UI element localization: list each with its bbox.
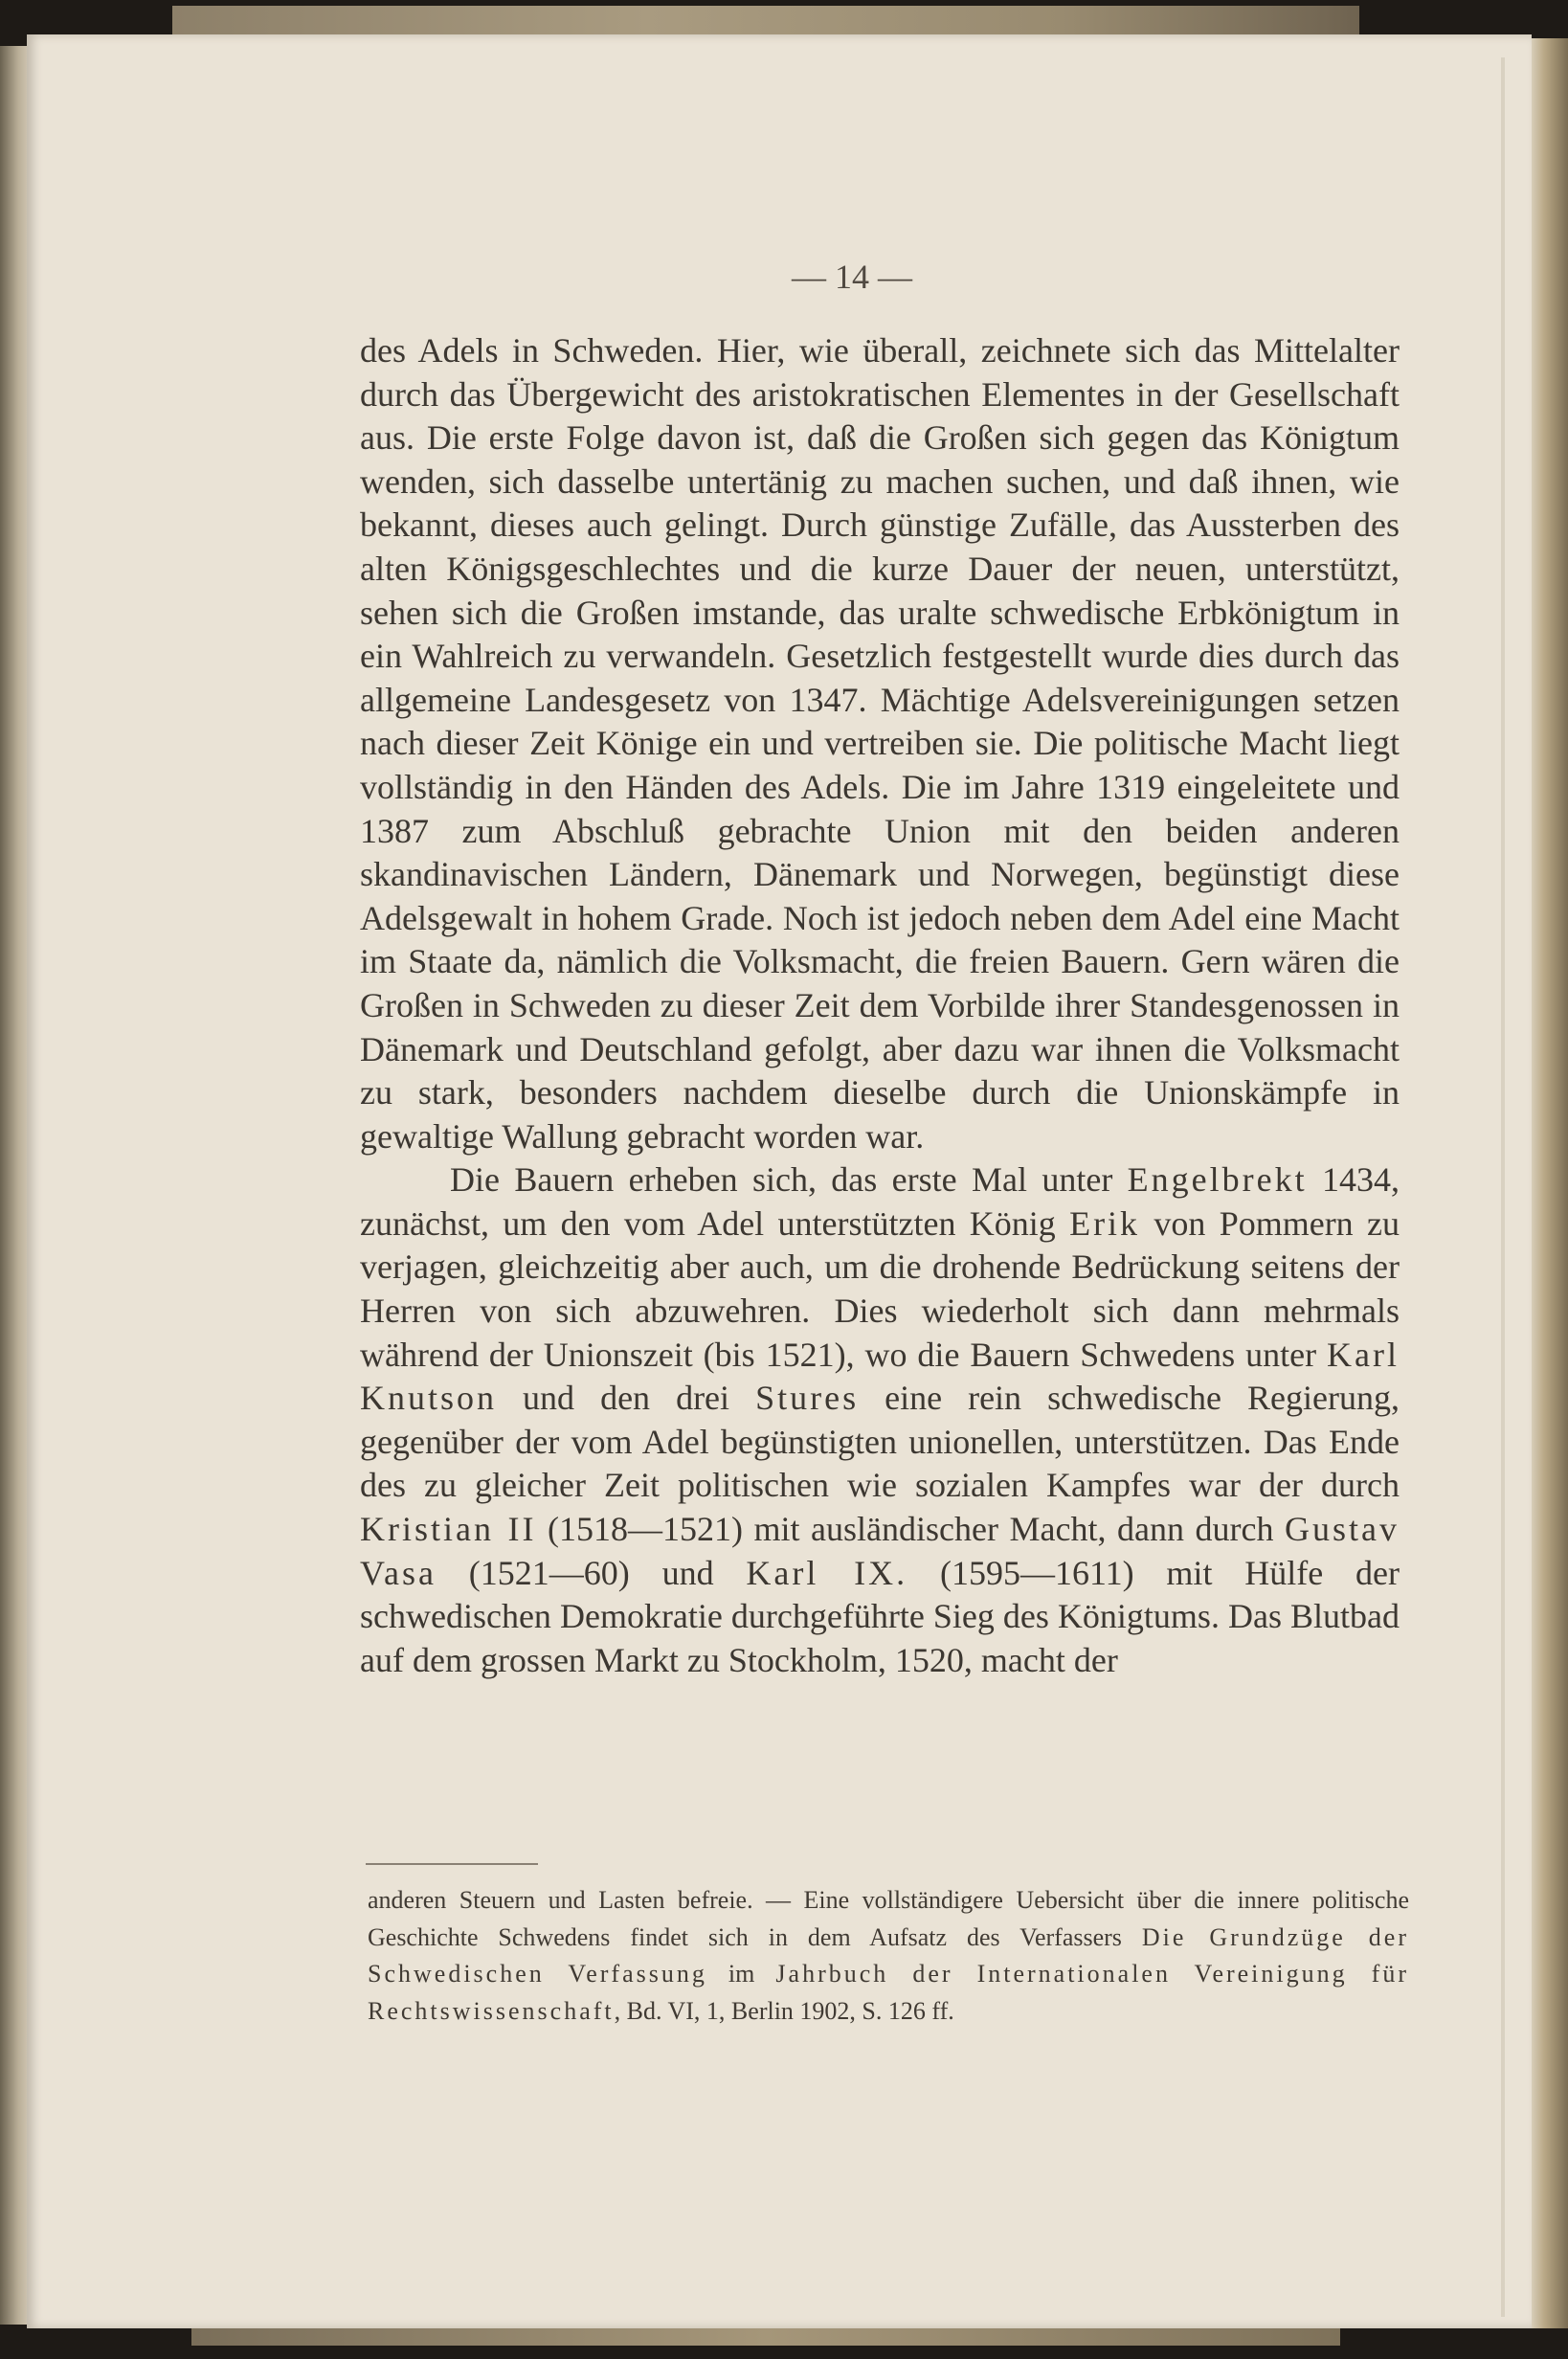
text-run: (1595—1611) mit Hülfe der schwedischen Demokratie durchgeführte Sieg des Königtums. Das Blutbad auf dem grossen Markt zu Stockholm, 1520, macht der — [360, 1553, 1400, 1679]
text-run: und den drei — [497, 1379, 756, 1418]
footnote — [368, 1882, 1409, 2030]
text-run: eine rein schwedische Regierung, gegenüber der vom Adel begünstigten unionellen, unterstützen. Das Ende des zu gleicher Zeit politischen wie sozialen Kampfes war der durch — [360, 1379, 1400, 1505]
person-name-karl: Karl IX. — [746, 1553, 908, 1592]
person-name-knutson: Karl Knutson — [360, 1335, 1400, 1418]
text-run: (1518—1521) mit ausländischer Macht, dann durch — [536, 1510, 1285, 1549]
person-name-engelbrekt: Engelbrekt — [1127, 1160, 1308, 1200]
footnote-text: im — [706, 1960, 776, 1988]
footnote-text: , Bd. VI, 1, Berlin 1902, S. 126 ff. — [614, 1996, 954, 2025]
footnote-article-title: Die Grundzüge der Schwedischen Verfassung — [368, 1922, 1409, 1988]
bottom-book-edge — [191, 2328, 1340, 2346]
paragraph-2 — [360, 1158, 1400, 1682]
footnote-divider — [366, 1863, 538, 1865]
footnote-text: anderen Steuern und Lasten befreie. — Eine vollständigere Uebersicht über die innere politische Geschichte Schwedens findet sich in dem Aufsatz des Verfassers — [368, 1886, 1409, 1951]
person-name-stures: Stures — [755, 1379, 860, 1418]
page-number: — 14 — — [792, 258, 912, 296]
footnote-journal-title: Jahrbuch der Internationalen Vereinigung für Rechtswissenschaft — [368, 1960, 1409, 2025]
page-fold-line — [1501, 57, 1505, 2317]
paragraph-1: des Adels in Schweden. Hier, wie überall, zeichnete sich das Mittelalter durch das Übergewicht des aristokratischen Elementes in der Gesellschaft aus. Die erste Folge davon ist, daß die Großen sich gegen das Königtum wenden, sich dasselbe untertänig zu machen suchen, und daß ihnen, wie bekannt, dieses auch gelingt. Durch günstige Zufälle, das Aussterben des alten Königsgeschlechtes und die kurze Dauer der neuen, unterstützt, sehen sich die Großen imstande, das uralte schwedische Erbkönigtum in ein Wahlreich zu verwandeln. Gesetzlich festgestellt wurde dies durch das allgemeine Landesgesetz von 1347. Mächtige Adelsvereinigungen setzen nach dieser Zeit Könige ein und vertreiben sie. Die politische Macht liegt vollständig in den Händen des Adels. Die im Jahre 1319 eingeleitete und 1387 zum Abschluß gebrachte Union mit den beiden anderen skandinavischen Ländern, Dänemark und Norwegen, begünstigt diese Adelsgewalt in hohem Grade. Noch ist jedoch neben dem Adel eine Macht im Staate da, nämlich die Volksmacht, die freien Bauern. Gern wären die Großen in Schweden zu dieser Zeit dem Vorbilde ihrer Standesgenossen in Dänemark und Deutschland gefolgt, aber dazu war ihnen die Volksmacht zu stark, besonders nachdem dieselbe durch die Unionskämpfe in gewaltige Wallung gebracht worden war. — [360, 331, 1400, 1156]
person-name-gustav: Gustav Vasa — [360, 1510, 1400, 1592]
right-page-edge — [1532, 38, 1568, 2328]
text-run: (1521—60) und — [436, 1553, 747, 1592]
text-run: 1434, zunächst, um den vom Adel unterstützten König — [360, 1160, 1400, 1243]
main-text — [360, 329, 1400, 1682]
text-run: Die Bauern erheben sich, das erste Mal unter — [450, 1160, 1128, 1200]
top-book-edge — [172, 6, 1359, 38]
text-run: von Pommern zu verjagen, gleichzeitig aber auch, um die drohende Bedrückung seitens der Herren von sich abzuwehren. Dies wiederholt sich dann mehrmals während der Unionszeit (bis 1521), wo die Bauern Schwedens unter — [360, 1203, 1400, 1374]
person-name-kristian: Kristian II — [360, 1510, 537, 1549]
person-name-erik: Erik — [1069, 1203, 1141, 1243]
